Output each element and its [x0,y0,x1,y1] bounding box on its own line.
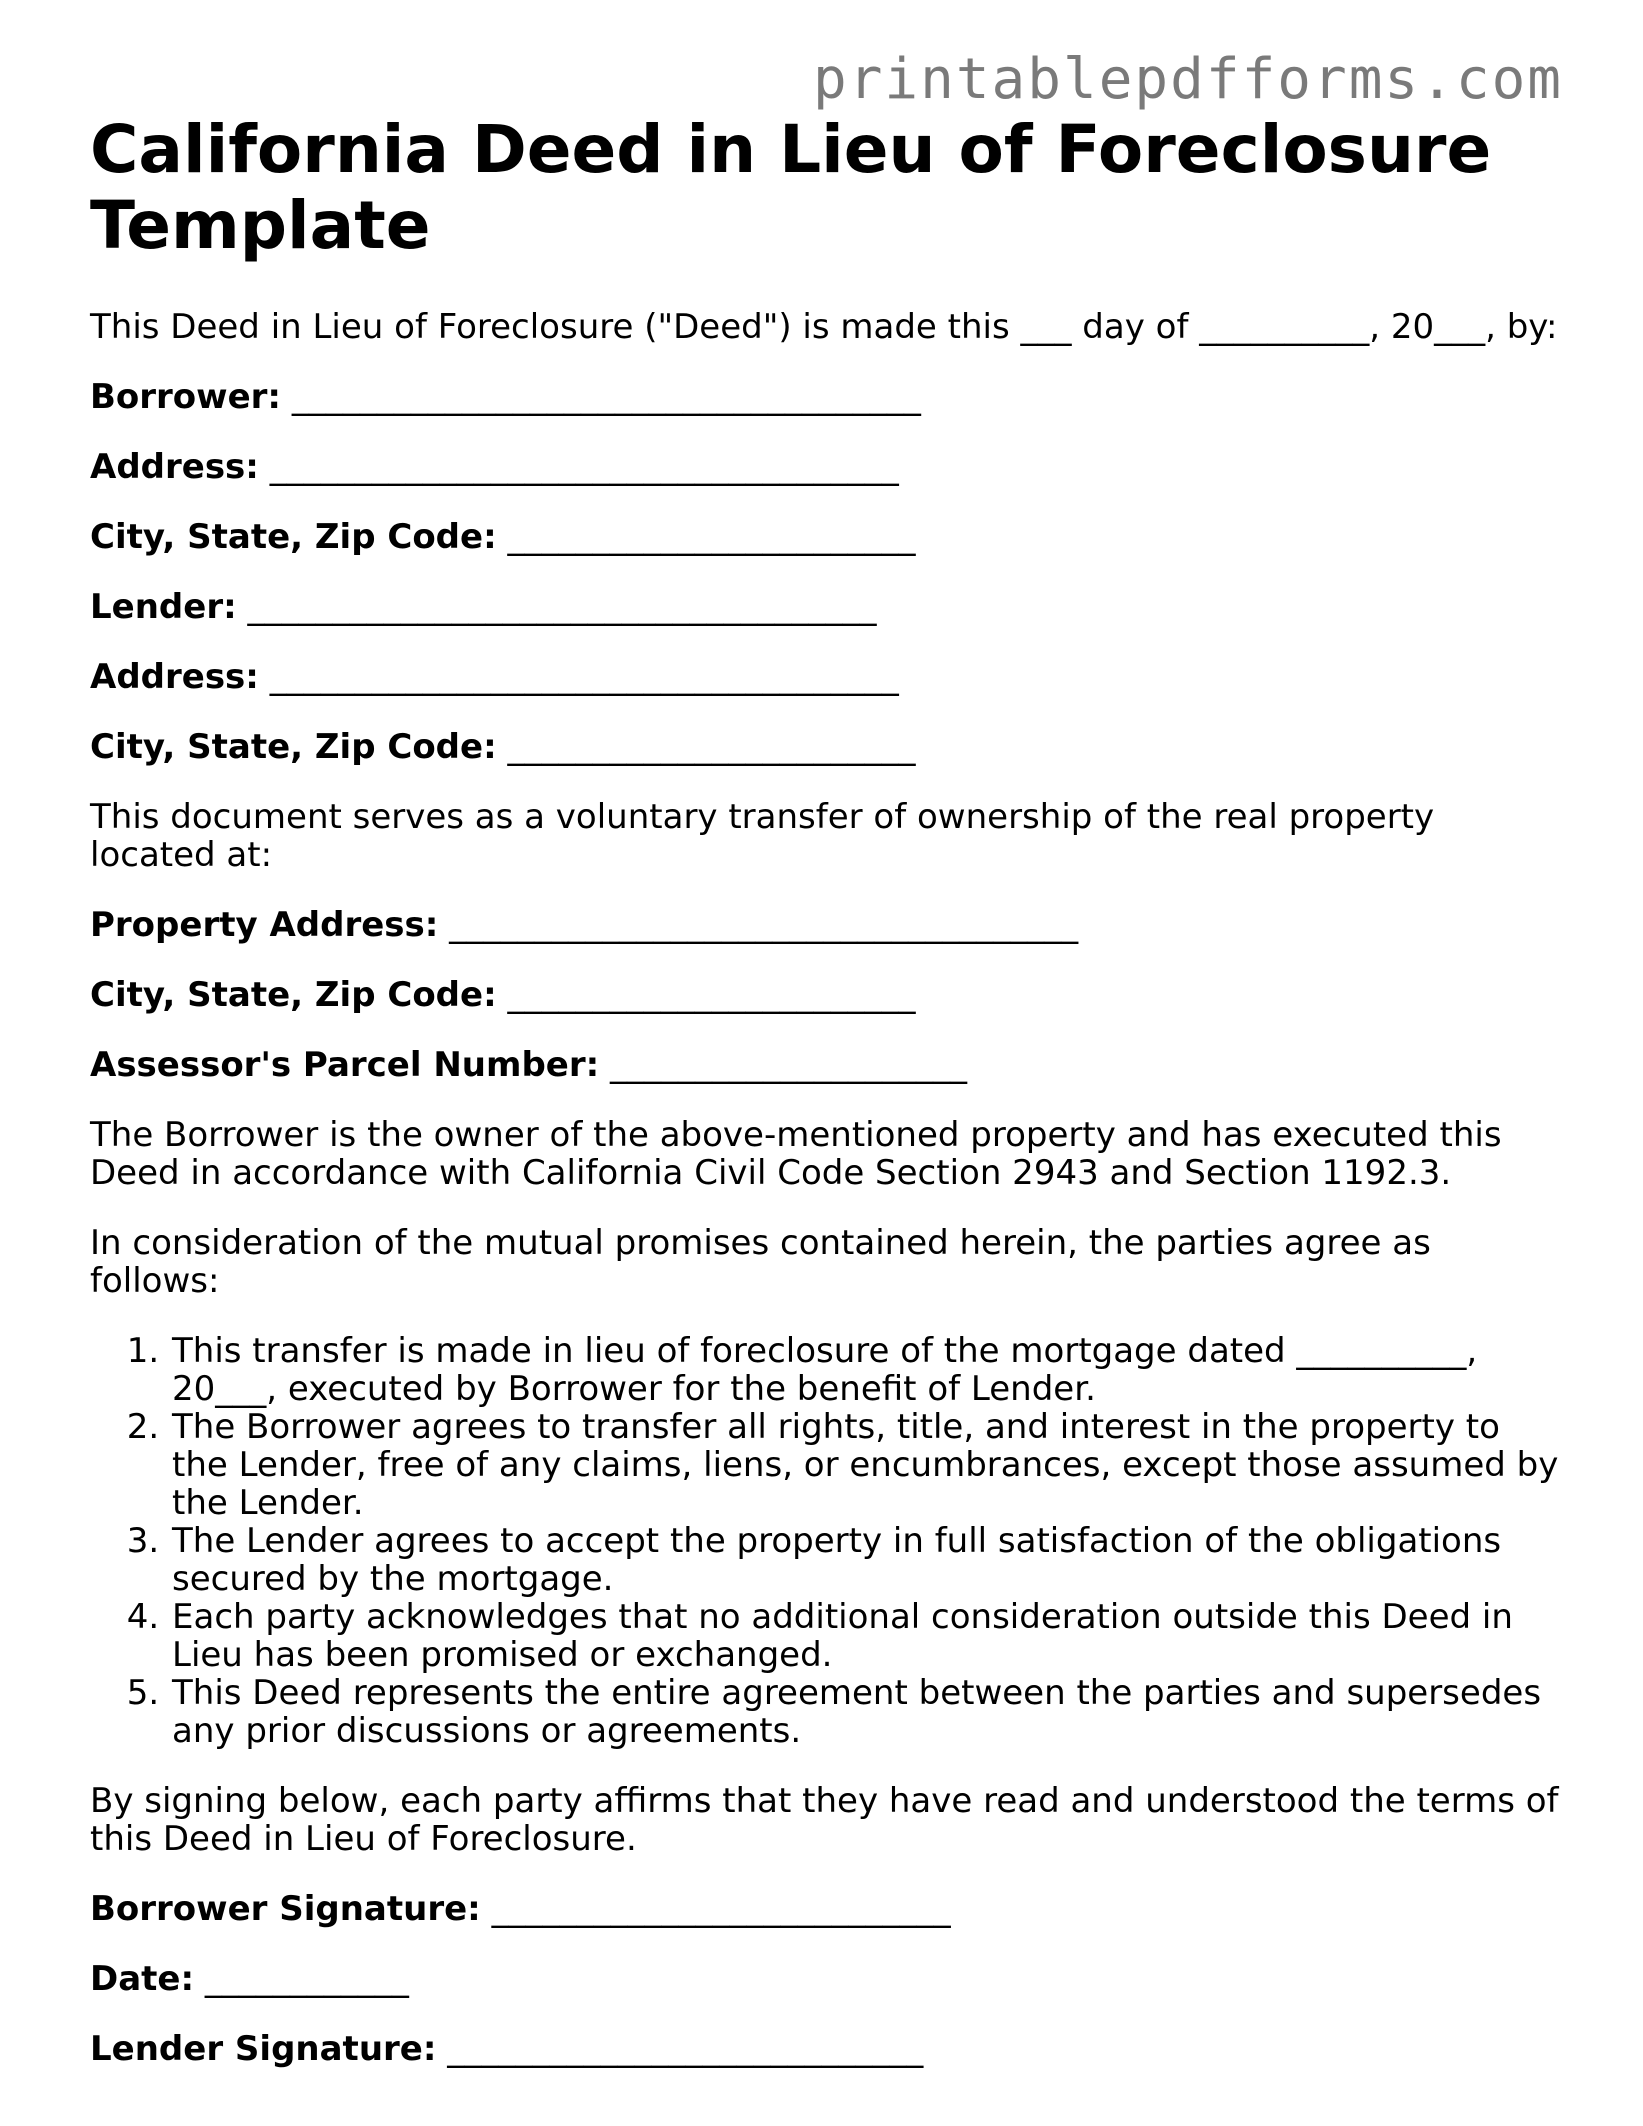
field-blank[interactable]: _____________________________________ [449,905,1079,945]
borrower-signature-field[interactable] [90,1890,1560,1928]
field-blank[interactable]: ___________________________ [491,1889,951,1929]
field-blank[interactable]: ____________ [204,1959,409,1999]
lender-signature-field[interactable] [90,2030,1560,2068]
lender-name-field[interactable] [90,588,1560,626]
owner-text: The Borrower is the owner of the above-mentioned property and has executed this Deed in accordance with California Civil Code Section 2943 and Section 1192.3. [90,1115,1502,1193]
field-label: City, State, Zip Code: [90,517,497,557]
watermark: printablepdfforms.com [812,47,1563,112]
field-label: City, State, Zip Code: [90,975,497,1015]
borrower-address-field[interactable] [90,448,1560,486]
terms-list [90,1332,1560,1750]
field-label: Date: [90,1959,195,1999]
field-label: Borrower: [90,377,282,417]
list-item: 4. Each party acknowledges that no additional consideration outside this Deed in Lieu has been promised or exchanged. [170,1598,1560,1674]
field-blank[interactable]: _____________________________________ [247,587,877,627]
list-item: 2. The Borrower agrees to transfer all rights, title, and interest in the property to the Lender, free of any claims, liens, or encumbrances, except those assumed by the Lender. [170,1408,1560,1522]
date-field[interactable] [90,1960,1560,1998]
field-blank[interactable]: ____________________________ [447,2029,924,2069]
property-city-state-zip-field[interactable] [90,976,1560,1014]
field-label: Address: [90,447,259,487]
parcel-number-field[interactable] [90,1046,1560,1084]
field-blank[interactable]: ________________________ [507,975,916,1015]
page-title: California Deed in Lieu of Foreclosure Template [90,111,1492,264]
field-blank[interactable]: _____________________________________ [291,377,921,417]
affirm-text: By signing below, each party affirms that they have read and understood the terms of this Deed in Lieu of Foreclosure. [90,1781,1559,1859]
field-label: Lender: [90,587,237,627]
field-blank[interactable]: _____________________________________ [269,447,899,487]
transfer-text: This document serves as a voluntary transfer of ownership of the real property located at: [90,797,1435,875]
list-item: 1. This transfer is made in lieu of foreclosure of the mortgage dated __________, 20___, executed by Borrower for the benefit of Lender. [170,1332,1560,1408]
field-blank[interactable]: ________________________ [507,517,916,557]
field-label: Borrower Signature: [90,1889,481,1929]
field-label: Address: [90,657,259,697]
field-label: City, State, Zip Code: [90,727,497,767]
field-blank[interactable]: ________________________ [507,727,916,767]
lender-address-field[interactable] [90,658,1560,696]
field-label: Lender Signature: [90,2029,437,2069]
consideration-text: In consideration of the mutual promises contained herein, the parties agree as follows: [90,1223,1431,1301]
list-item: 3. The Lender agrees to accept the property in full satisfaction of the obligations secured by the mortgage. [170,1522,1560,1598]
field-blank[interactable]: _____________________ [610,1045,968,1085]
field-label: Property Address: [90,905,439,945]
list-item: 5. This Deed represents the entire agreement between the parties and supersedes any prior discussions or agreements. [170,1674,1560,1750]
borrower-city-state-zip-field[interactable] [90,518,1560,556]
borrower-name-field[interactable] [90,378,1560,416]
property-address-field[interactable] [90,906,1560,944]
field-label: Assessor's Parcel Number: [90,1045,600,1085]
document-body [90,112,1560,2100]
field-blank[interactable]: _____________________________________ [269,657,899,697]
intro-text: This Deed in Lieu of Foreclosure ("Deed") is made this ___ day of __________, 20___, by: [90,307,1558,347]
lender-city-state-zip-field[interactable] [90,728,1560,766]
